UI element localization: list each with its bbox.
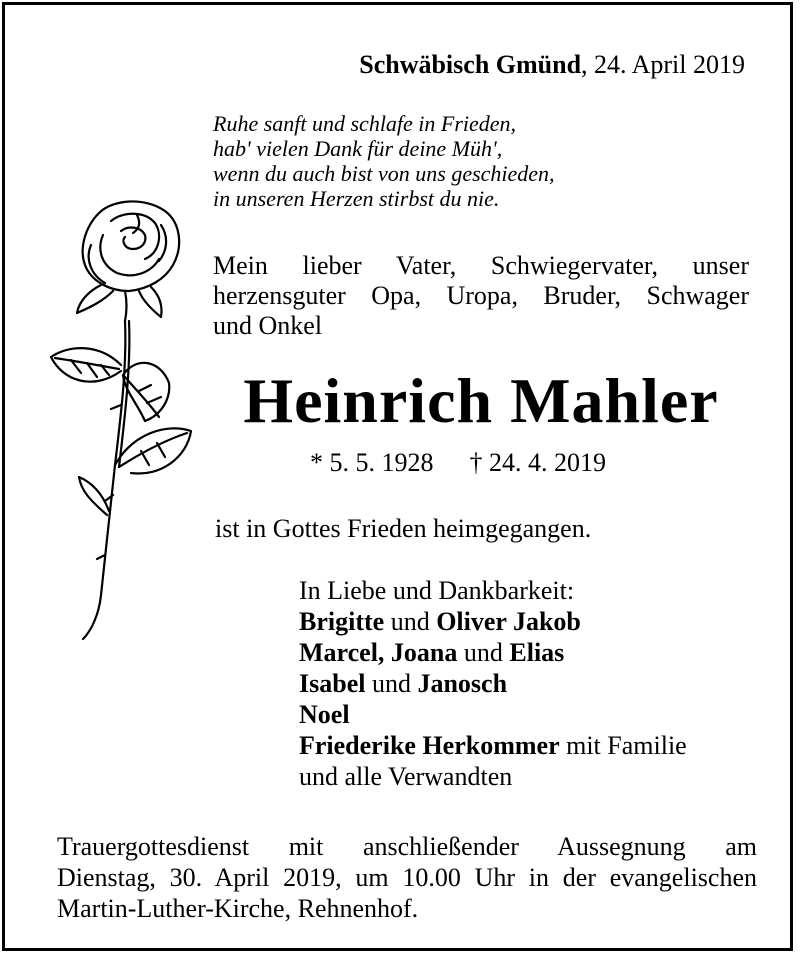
passed-away-text: ist in Gottes Frieden heimgegangen. [215, 514, 592, 543]
service-line: Martin-Luther-Kirche, Rehnenhof. [57, 894, 419, 923]
service-line: Dienstag, 30. April 2019, um 10.00 Uhr in der evangelischen [57, 863, 757, 892]
mourner-name: Oliver Jakob [436, 607, 581, 636]
rose-illustration-icon [41, 195, 201, 645]
mourner-name: Isabel [299, 669, 366, 698]
mourner-name: Elias [509, 638, 565, 667]
mourner-line [299, 637, 687, 668]
obituary-notice [2, 2, 793, 951]
mourner-connector: und [384, 607, 437, 636]
mourner-connector: und [457, 638, 510, 667]
mourner-name: Friederike Herkommer [299, 731, 560, 760]
funeral-service-info [57, 831, 757, 924]
poem [213, 111, 555, 211]
intro-line: und Onkel [213, 311, 323, 340]
service-line: Trauergottesdienst mit anschließender Aussegnung am [57, 832, 757, 861]
place-name: Schwäbisch Gmünd [359, 50, 582, 79]
poem-line: wenn du auch bist von uns geschieden, [213, 161, 555, 186]
mourner-line [299, 761, 687, 792]
mourner-connector: und alle Verwandten [299, 762, 513, 791]
mourner-connector: mit Familie [559, 731, 687, 760]
intro-line: herzensguter Opa, Uropa, Bruder, Schwager [213, 281, 749, 310]
mourner-connector: und [365, 669, 418, 698]
mourner-lines [299, 606, 687, 792]
birth-date: * 5. 5. 1928 [310, 448, 434, 477]
mourner-name: Marcel, Joana [299, 638, 458, 667]
poem-line: Ruhe sanft und schlafe in Frieden, [213, 111, 517, 136]
intro-line: Mein lieber Vater, Schwiegervater, unser [213, 251, 749, 280]
deceased-name: Heinrich Mahler [243, 365, 719, 436]
mourner-line [299, 699, 687, 730]
notice-date: , 24. April 2019 [581, 50, 745, 79]
mourner-name: Noel [299, 700, 350, 729]
life-dates [310, 447, 606, 479]
intro-text [213, 251, 749, 341]
mourner-name: Janosch [417, 669, 508, 698]
death-date: † 24. 4. 2019 [469, 448, 606, 477]
mourners-heading: In Liebe und Dankbarkeit: [299, 576, 575, 605]
mourner-line [299, 606, 687, 637]
mourner-name: Brigitte [299, 607, 385, 636]
mourners-list [299, 575, 687, 792]
place-and-date [359, 49, 745, 81]
mourner-line [299, 730, 687, 761]
poem-line: hab' vielen Dank für deine Müh', [213, 136, 503, 161]
mourner-line [299, 668, 687, 699]
poem-line: in unseren Herzen stirbst du nie. [213, 186, 500, 211]
